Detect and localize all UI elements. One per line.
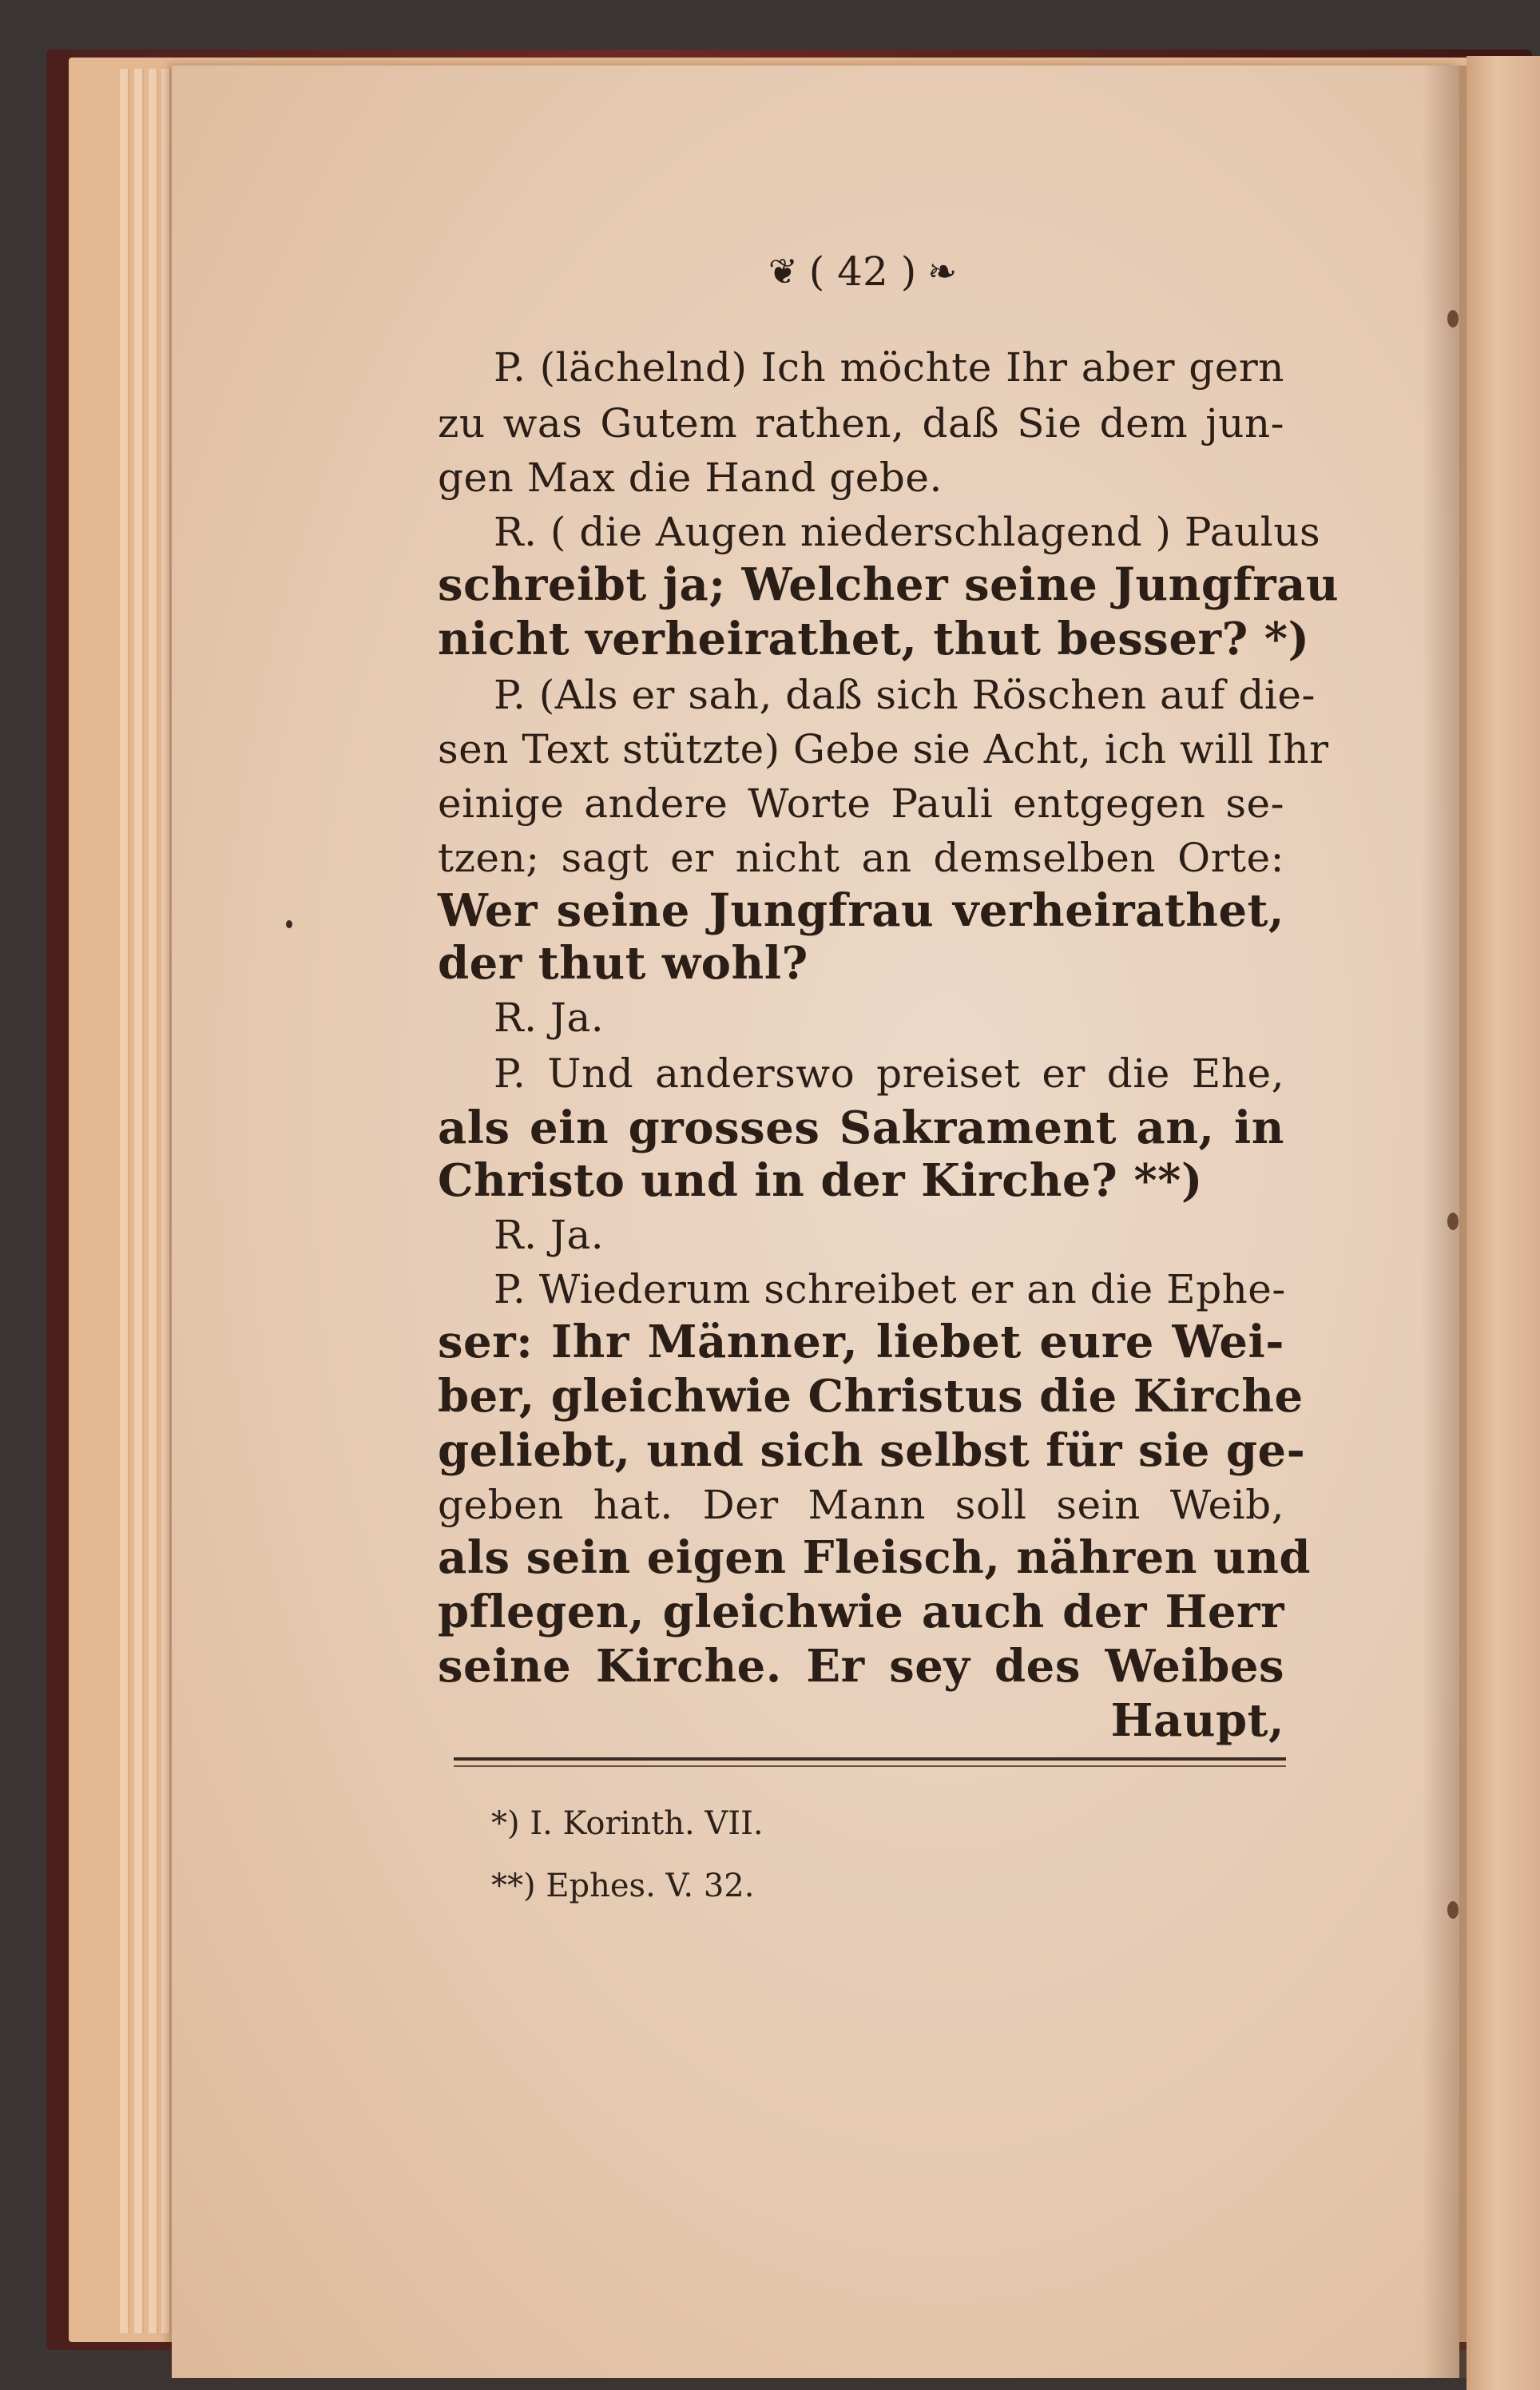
text-line: Wer seine Jungfrau verheirathet,	[438, 884, 1284, 937]
text-line: R. Ja.	[494, 1212, 605, 1258]
ornament-left-icon: ❦	[768, 251, 798, 292]
text-line: gen Max die Hand gebe.	[438, 455, 943, 501]
text-line: R. Ja.	[494, 995, 605, 1041]
text-line: ser: Ihr Männer, liebet eure Wei-	[438, 1316, 1284, 1368]
binding-thread	[1447, 310, 1459, 328]
footnote-rule-thin	[454, 1765, 1286, 1767]
ornament-right-icon: ❧	[927, 251, 958, 292]
text-line: R. ( die Augen niederschlagend ) Paulus	[494, 509, 1321, 555]
footnote: **) Ephes. V. 32.	[491, 1868, 755, 1904]
text-line: seine Kirche. Er sey des Weibes	[438, 1640, 1284, 1693]
spine-shadow	[1422, 66, 1470, 2378]
page-number: ( 42 )	[808, 248, 917, 295]
ink-spot	[286, 920, 292, 928]
text-line: der thut wohl?	[438, 937, 808, 990]
running-header	[703, 244, 1022, 300]
text-line: sen Text stützte) Gebe sie Acht, ich will Ihr	[438, 726, 1329, 772]
text-line: als ein grosses Sakrament an, in	[438, 1102, 1284, 1154]
text-line: schreibt ja; Welcher seine Jungfrau	[438, 558, 1340, 611]
page-edge	[149, 69, 158, 2333]
text-line: P. (Als er sah, daß sich Röschen auf die-	[494, 672, 1316, 718]
text-line: pflegen, gleichwie auch der Herr	[438, 1586, 1284, 1638]
page-edge	[134, 69, 144, 2333]
catchword: Haupt,	[1110, 1694, 1284, 1747]
page-edge	[161, 69, 171, 2333]
text-line: Christo und in der Kirche? **)	[438, 1154, 1203, 1207]
binding-thread	[1447, 1213, 1459, 1230]
text-line: als sein eigen Fleisch, nähren und	[438, 1531, 1312, 1584]
text-line: P. Und anderswo preiset er die Ehe,	[494, 1050, 1284, 1097]
text-line: einige andere Worte Pauli entgegen se-	[438, 780, 1284, 827]
text-line: geliebt, und sich selbst für sie ge-	[438, 1424, 1306, 1477]
facing-page-edge	[1467, 56, 1540, 2390]
binding-thread	[1447, 1901, 1459, 1919]
text-line: P. Wiederum schreibet er an die Ephe-	[494, 1266, 1286, 1312]
footnote-rule	[454, 1757, 1286, 1761]
footnote: *) I. Korinth. VII.	[491, 1805, 764, 1842]
text-line: tzen; sagt er nicht an demselben Orte:	[438, 835, 1284, 881]
text-line: P. (lächelnd) Ich möchte Ihr aber gern	[494, 344, 1284, 391]
text-line: zu was Gutem rathen, daß Sie dem jun-	[438, 400, 1284, 447]
page-edge	[120, 69, 129, 2333]
text-line: nicht verheirathet, thut besser? *)	[438, 613, 1310, 665]
text-line: ber, gleichwie Christus die Kirche	[438, 1370, 1304, 1423]
text-line: geben hat. Der Mann soll sein Weib,	[438, 1482, 1284, 1528]
